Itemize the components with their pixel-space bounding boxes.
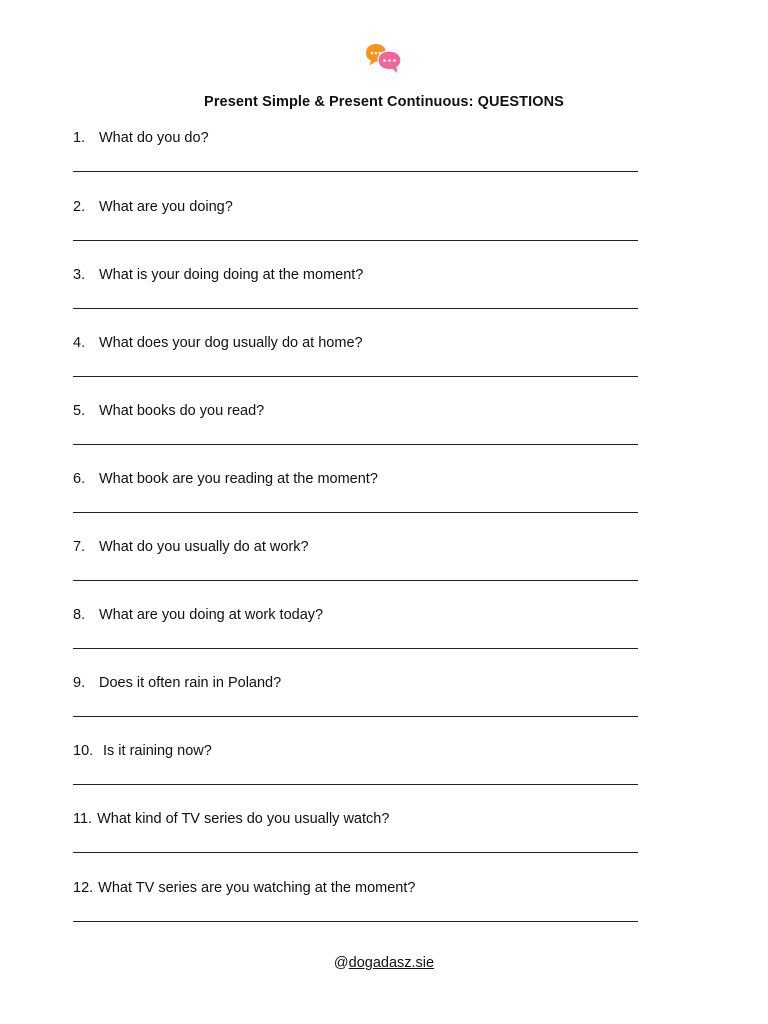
- question-item: [73, 538, 639, 598]
- question-label: Does it often rain in Poland?: [99, 675, 282, 691]
- question-number: 9.: [73, 675, 86, 691]
- question-text: [73, 129, 209, 147]
- question-label: What do you usually do at work?: [99, 539, 309, 555]
- footer-handle: [0, 955, 768, 971]
- question-label: What are you doing?: [99, 199, 233, 215]
- question-label: Is it raining now?: [103, 743, 212, 759]
- question-item: [73, 470, 639, 530]
- question-item: [73, 674, 639, 734]
- question-text: [73, 402, 264, 420]
- handle-link[interactable]: dogadasz.sie: [348, 955, 435, 971]
- question-number: 11.: [73, 811, 93, 827]
- question-number: 1.: [73, 130, 86, 146]
- question-number: 7.: [73, 539, 86, 555]
- answer-line[interactable]: [73, 171, 638, 172]
- question-text: [73, 538, 309, 556]
- question-number: 3.: [73, 267, 86, 283]
- page-title: Present Simple & Present Continuous: QUESTIONS: [204, 94, 564, 110]
- question-label: What book are you reading at the moment?: [99, 471, 378, 487]
- answer-line[interactable]: [73, 784, 638, 785]
- question-text: [73, 334, 363, 352]
- question-text: [73, 742, 212, 760]
- question-number: 2.: [73, 199, 86, 215]
- question-item: [73, 266, 639, 326]
- question-number: 5.: [73, 403, 86, 419]
- question-text: [73, 198, 233, 216]
- answer-line[interactable]: [73, 716, 638, 717]
- answer-line[interactable]: [73, 376, 638, 377]
- answer-line[interactable]: [73, 580, 638, 581]
- answer-line[interactable]: [73, 852, 638, 853]
- question-text: [73, 674, 281, 692]
- at-sign: @: [333, 955, 349, 971]
- question-number: 10.: [73, 743, 94, 759]
- question-text: [73, 810, 389, 828]
- question-number: 12.: [73, 880, 94, 896]
- chat-bubbles-icon: [365, 42, 403, 78]
- question-text: [73, 879, 415, 897]
- answer-line[interactable]: [73, 240, 638, 241]
- question-item: [73, 129, 639, 189]
- question-item: [73, 334, 639, 394]
- question-text: [73, 266, 363, 284]
- question-item: [73, 606, 639, 666]
- question-label: What books do you read?: [99, 403, 265, 419]
- question-text: [73, 470, 378, 488]
- question-label: What are you doing at work today?: [99, 607, 324, 623]
- question-item: [73, 810, 639, 870]
- question-number: 4.: [73, 335, 86, 351]
- question-label: What is your doing doing at the moment?: [99, 267, 364, 283]
- question-text: [73, 606, 323, 624]
- question-label: What kind of TV series do you usually watch?: [97, 811, 390, 827]
- answer-line[interactable]: [73, 444, 638, 445]
- question-item: [73, 742, 639, 802]
- answer-line[interactable]: [73, 921, 638, 922]
- question-item: [73, 402, 639, 462]
- question-item: [73, 879, 639, 939]
- answer-line[interactable]: [73, 308, 638, 309]
- question-label: What do you do?: [99, 130, 209, 146]
- question-number: 8.: [73, 607, 86, 623]
- question-item: [73, 198, 639, 258]
- question-label: What TV series are you watching at the moment?: [98, 880, 416, 896]
- question-number: 6.: [73, 471, 86, 487]
- answer-line[interactable]: [73, 648, 638, 649]
- question-label: What does your dog usually do at home?: [99, 335, 363, 351]
- answer-line[interactable]: [73, 512, 638, 513]
